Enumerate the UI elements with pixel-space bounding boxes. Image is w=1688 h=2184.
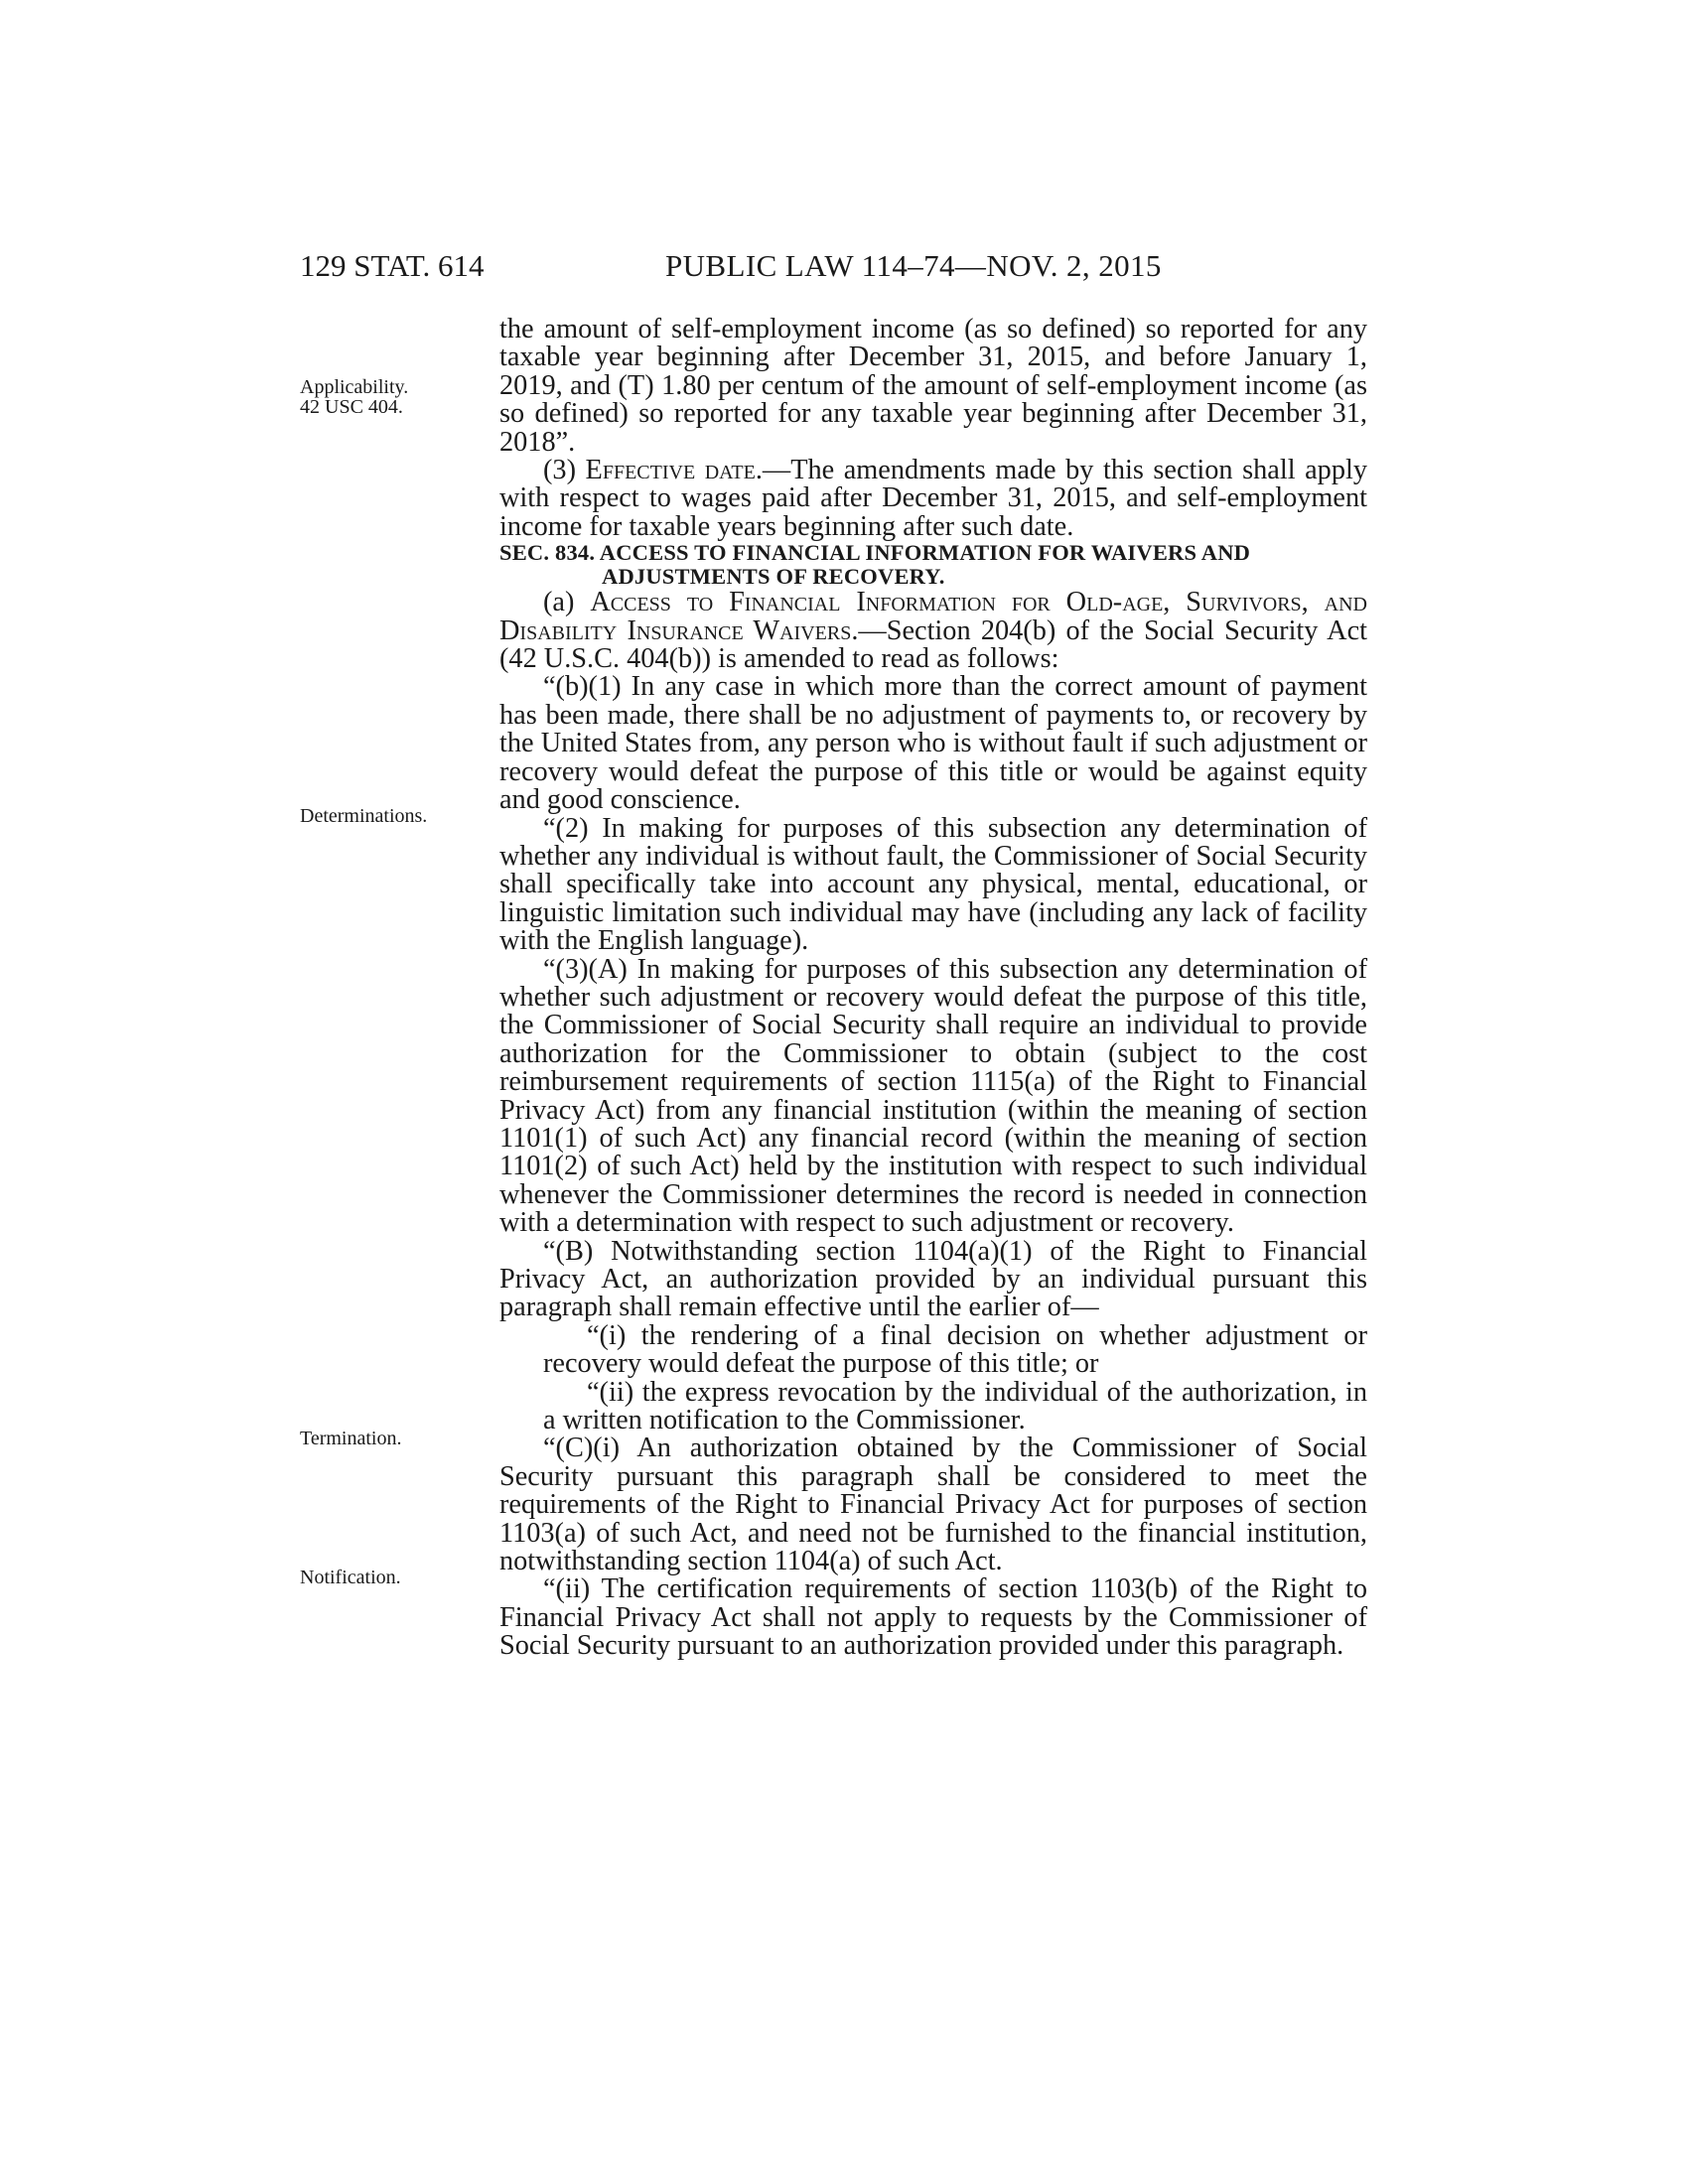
subsection-a-heading: Access to Financial Information for Old-age, Survivors, and Disability Insurance Waivers xyxy=(499,587,1367,646)
section-heading: SEC. 834. ACCESS TO FINANCIAL INFORMATION FOR WAIVERS AND ADJUSTMENTS OF RECOVERY. xyxy=(499,540,1251,590)
paragraph-2: “(2) In making for purposes of this subsection any determination of whether any individual is without fault, the Commissioner of Social Security shall specifically take into account any physical, mental, educational, or linguistic limitation such individual may have (including any lack of facility with the English language). xyxy=(499,812,1367,957)
clause-3b-i: “(i) the rendering of a final decision on whether adjustment or recovery would defeat the purpose of this title; or xyxy=(543,1319,1367,1380)
paragraph-3a: “(3)(A) In making for purposes of this subsection any determination of whether such adjustment or recovery would defeat the purpose of this title, the Commissioner of Social Security shall require an individual to provide authorization for the Commissioner to obtain (subject to the cost reimbursement requirements of section 1115(a) of the Right to Financial Privacy Act) from any financial institution (within the meaning of section 1101(1) of such Act) any financial record (within the meaning of section 1101(2) of such Act) held by the institution with respect to such individual whenever the Commissioner determines the record is needed in connection with a determination with respect to such adjustment or recovery. xyxy=(499,953,1367,1239)
subsection-a-prefix: (a) xyxy=(543,587,591,618)
running-header xyxy=(300,246,1366,286)
effective-date-prefix: (3) xyxy=(543,455,586,486)
margin-note-applicability xyxy=(300,377,408,417)
effective-date-heading: Effective date xyxy=(585,455,756,486)
paragraph-3c-ii: “(ii) The certification requirements of section 1103(b) of the Right to Financial Privacy Act shall not apply to requests by the Commissioner of Social Security pursuant to an authorization provided under this paragraph. xyxy=(499,1573,1367,1662)
margin-note-termination: Termination. xyxy=(300,1428,402,1449)
paragraph-3c-i: “(C)(i) An authorization obtained by the Commissioner of Social Security pursuant this paragraph shall be considered to meet the requirements of the Right to Financial Privacy Act for purposes of section 1103(a) of such Act, and need not be furnished to the financial institution, notwithstanding section 1104(a) of such Act. xyxy=(499,1433,1367,1577)
continuation-paragraph: the amount of self-employment income (as so defined) so reported for any taxable year beginning after December 31, 2015, and before January 1, 2019, and (T) 1.80 per centum of the amount of self-employment income (as so defined) so reported for any taxable year beginning after December 31, 2018”. xyxy=(499,314,1367,458)
margin-note-notification: Notification. xyxy=(300,1567,401,1588)
effective-date-paragraph xyxy=(499,457,1367,541)
margin-note-applicability-label: Applicability. xyxy=(300,376,409,398)
effective-date-text: .—The amendments made by this section shall apply with respect to wages paid after December 31, 2015, and self-employment income for taxable years beginning after such date. xyxy=(499,455,1367,542)
margin-note-determinations: Determinations. xyxy=(300,805,428,827)
main-text-column xyxy=(499,316,1367,1661)
statute-page-number: 129 STAT. 614 xyxy=(300,248,485,283)
subsection-a-paragraph xyxy=(499,589,1367,673)
subsection-a-text: .—Section 204(b) of the Social Security Act (42 U.S.C. 404(b)) is amended to read as follows: xyxy=(499,614,1367,675)
paragraph-3b: “(B) Notwithstanding section 1104(a)(1) of the Right to Financial Privacy Act, an authorization provided by an individual pursuant this paragraph shall remain effective until the earlier of— xyxy=(499,1235,1367,1323)
paragraph-b1: “(b)(1) In any case in which more than the correct amount of payment has been made, there shall be no adjustment of payments to, or recovery by the United States from, any person who is without fault if such adjustment or recovery would defeat the purpose of this title or would be against equity and good conscience. xyxy=(499,671,1367,816)
clause-3b-ii: “(ii) the express revocation by the individual of the authorization, in a written notification to the Commissioner. xyxy=(543,1376,1367,1436)
margin-note-usc-reference: 42 USC 404. xyxy=(300,396,403,418)
public-law-title: PUBLIC LAW 114–74—NOV. 2, 2015 xyxy=(665,248,1162,283)
